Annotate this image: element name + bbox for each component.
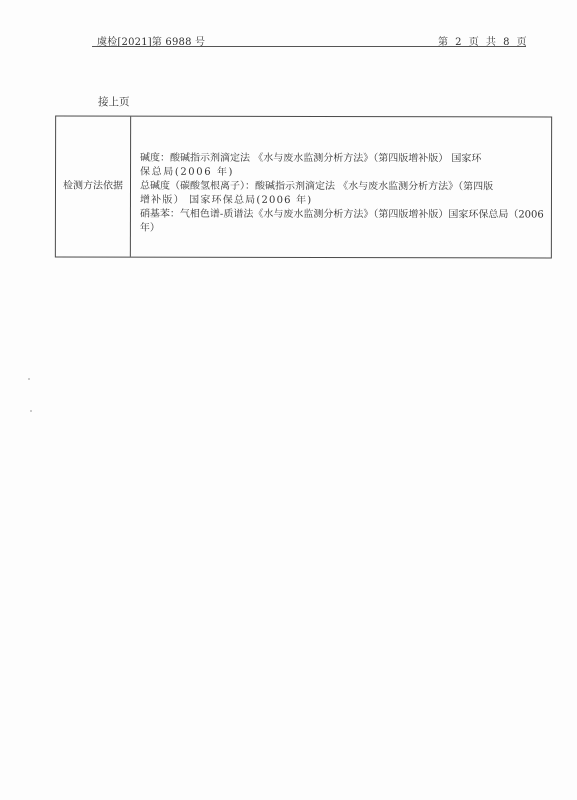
report-number: 虞检[2021]第 6988 号 [97,37,206,48]
method-basis-label: 检测方法依据 [62,180,124,192]
continued-from-previous-label: 接上页 [98,96,130,108]
method-basis-content [139,152,544,237]
page-indicator: 第 2 页 共 8 页 [438,37,529,48]
method-line-nitrobenzene-cont: 年） [139,222,160,234]
header-rule [92,46,526,47]
scan-speck [30,410,32,412]
method-line-total-alkalinity: 总碱度（碳酸氢根离子）：酸碱指示剂滴定法 《水与废水监测分析方法》（第四版 [139,180,494,193]
table-column-divider [130,117,131,257]
method-line-alkalinity: 碱度：酸碱指示剂滴定法 《水与废水监测分析方法》（第四版增补版） 国家环 [140,152,482,165]
method-line-alkalinity-cont: 保总局(2006 年) [140,166,235,178]
method-line-nitrobenzene: 硝基苯：气相色谱-质谱法《水与废水监测分析方法》（第四版增补版）国家环保总局（2006 [139,208,544,221]
method-line-total-alkalinity-cont: 增补版） 国家环保总局(2006 年) [139,194,313,207]
method-basis-table [55,115,552,258]
scan-speck [28,378,30,380]
